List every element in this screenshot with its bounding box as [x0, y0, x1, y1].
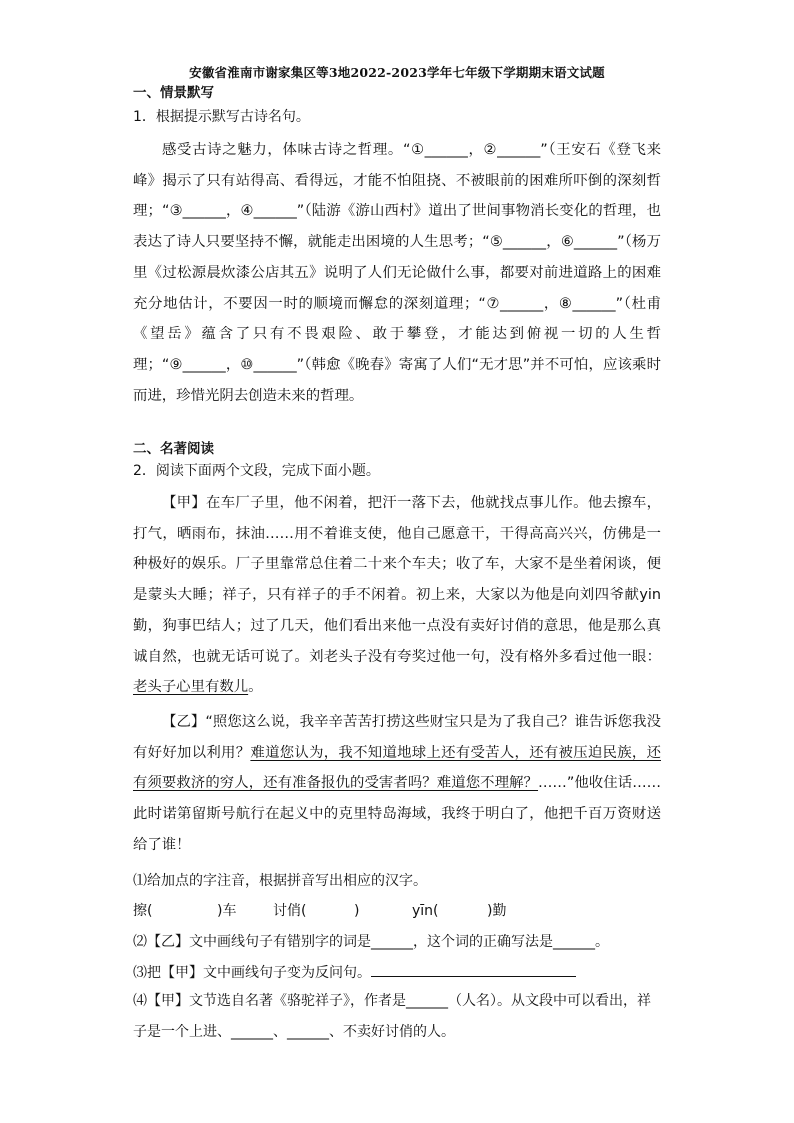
passage-yi-text: 【乙】“照您这么说，我辛辛苦苦打捞这些财宝只是为了我自己？谁告诉您我没有好好加以利用？: [133, 714, 661, 761]
passage-jia-text: 【甲】在车厂子里，他不闲着，把汗一落下去，他就找点事儿作。他去擦车，打气，晒雨布，抹油……用不着谁支使，他自己愿意干，干得高高兴兴，仿佛是一种极好的娱乐。厂子里靠常总住着二十来个车夫；收了车，大家不是坐着闲谈，便是蒙头大睡；祥子，只有祥子的手不闲着。初上来，大家以为他是向刘四爷献yin勤，狗事巴结人；过了几天，他们看出来他一点没有卖好讨俏的意思，他是那么真诚自然，也就无话可说了。刘老头子没有夸奖过他一句，没有格外多看过他一眼：: [133, 495, 661, 665]
passage-jia: [133, 488, 661, 703]
subquestion-2: ⑵【乙】文中画线句子有错别字的词是______，这个词的正确写法是______。: [133, 934, 609, 950]
pinyin-row: [133, 900, 506, 920]
document-title: 安徽省淮南市谢家集区等3地2022-2023学年七年级下学期期末语文试题: [189, 65, 605, 80]
passage-yi-underlined-sentence: 难道您认为，我不知道地球上还有受苦人，还有被压迫民族，还有须要救济的穷人，还有准备报仇的受害者吗？难道您不理解？: [133, 744, 661, 792]
passage-yi-end: ……”他收住话……此时诺第留斯号航行在起义中的克里特岛海域，我终于明白了，他把千百万资财送给了谁！: [133, 775, 661, 853]
passage-jia-underlined-sentence: 老头子心里有数儿: [133, 679, 249, 696]
question-2-prompt: 2．阅读下面两个文段，完成下面小题。: [133, 463, 380, 479]
section-heading-recitation: 一、情景默写: [133, 85, 214, 101]
passage-yi: [133, 707, 661, 861]
question-1-passage: 感受古诗之魅力，体味古诗之哲理。“①______，②______”（王安石《登飞来峰》揭示了只有站得高、看得远，才能不怕阻挠、不被眼前的困难所吓倒的深刻哲理；“③______，④______”（陆游《游山西村》道出了世间事物消长变化的哲理，也表达了诗人只要坚持不懈，就能走出困境的人生思考；“⑤______，⑥______”（杨万里《过松源晨炊漆公店其五》说明了人们无论做什么事，都要对前进道路上的困难充分地估计，不要因一时的顺境而懈怠的深刻道理；“⑦______，⑧______”（杜甫《望岳》蕴含了只有不畏艰险、敢于攀登，才能达到俯视一切的人生哲理；“⑨______，⑩______”（韩愈《晚春》寄寓了人们“无才思”并不可怕，应该乘时而进，珍惜光阴去创造未来的哲理。: [133, 142, 661, 404]
question-1-prompt: 1．根据提示默写古诗名句。: [133, 109, 310, 125]
subquestion-4: ⑷【甲】文节选自名著《骆驼祥子》，作者是______（人名）。从文段中可以看出，祥子是一个上进、______、______、不卖好讨俏的人。: [133, 993, 651, 1040]
pinyin-item-1-close: )车: [217, 903, 237, 919]
pinyin-item-3-open: yīn(: [412, 903, 439, 919]
pinyin-item-2-close: ): [354, 903, 360, 919]
pinyin-item-3-close: )勤: [487, 903, 507, 919]
subquestion-3-answer-line[interactable]: [371, 962, 576, 977]
passage-jia-end: 。: [248, 679, 263, 696]
pinyin-item-1-open: 擦(: [133, 903, 153, 919]
subquestion-3-text: ⑶把【甲】文中画线句子变为反问句。: [133, 965, 371, 981]
subquestion-1: ⑴给加点的字注音，根据拼音写出相应的汉字。: [133, 873, 427, 889]
pinyin-item-2-open: 讨俏(: [273, 903, 307, 919]
subquestion-3: [133, 962, 576, 982]
section-heading-reading: 二、名著阅读: [133, 441, 214, 457]
